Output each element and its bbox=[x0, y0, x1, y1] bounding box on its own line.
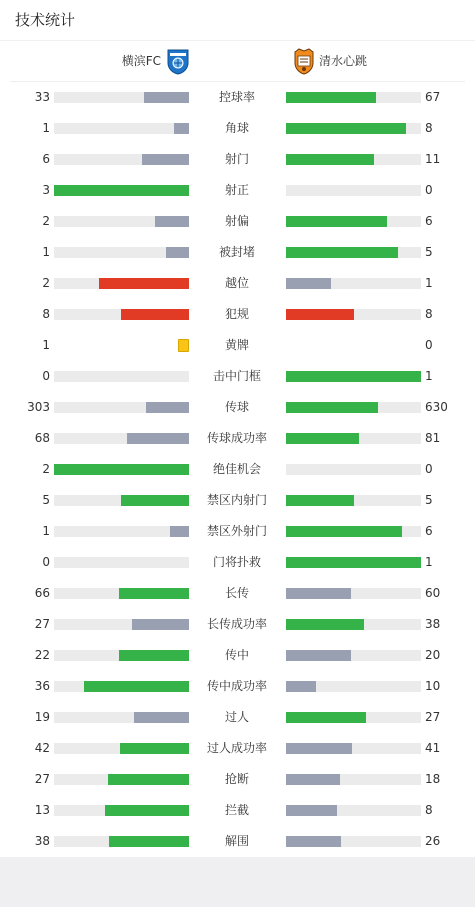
away-stat-value: 6 bbox=[425, 524, 433, 538]
stat-label: 射偏 bbox=[224, 214, 249, 228]
home-stat-value: 13 bbox=[34, 803, 50, 817]
away-stat-bar bbox=[286, 185, 421, 196]
stat-row bbox=[0, 671, 475, 702]
home-stat-value: 303 bbox=[27, 400, 50, 414]
home-stat-bar bbox=[54, 743, 189, 754]
stat-row bbox=[0, 423, 475, 454]
away-stat-bar-fill bbox=[286, 619, 364, 630]
away-stat-value: 20 bbox=[425, 648, 441, 662]
home-stat-value: 6 bbox=[42, 152, 50, 166]
stat-row bbox=[0, 361, 475, 392]
away-stat-bar-fill bbox=[286, 557, 421, 568]
stat-label: 禁区外射门 bbox=[206, 524, 267, 538]
home-stat-bar bbox=[54, 92, 189, 103]
away-stat-value: 6 bbox=[425, 214, 433, 228]
away-team-logo-icon[interactable] bbox=[293, 48, 315, 75]
stat-label: 抢断 bbox=[224, 772, 249, 786]
away-stat-bar bbox=[286, 464, 421, 475]
away-stat-bar-fill bbox=[286, 650, 351, 661]
stat-label: 控球率 bbox=[218, 90, 255, 104]
away-stat-bar-fill bbox=[286, 588, 351, 599]
away-stat-value: 630 bbox=[425, 400, 448, 414]
stat-row bbox=[0, 516, 475, 547]
teams-header bbox=[0, 41, 475, 81]
away-stat-bar bbox=[286, 495, 421, 506]
stat-row bbox=[0, 299, 475, 330]
stat-label: 拦截 bbox=[224, 803, 249, 817]
stat-row bbox=[0, 454, 475, 485]
stat-label: 黄牌 bbox=[224, 338, 249, 352]
stat-label: 被封堵 bbox=[218, 245, 255, 259]
home-stat-value: 36 bbox=[34, 679, 50, 693]
away-stat-bar bbox=[286, 154, 421, 165]
stat-row bbox=[0, 826, 475, 857]
home-stat-value: 5 bbox=[42, 493, 50, 507]
home-stat-bar-fill bbox=[144, 92, 189, 103]
home-stat-bar bbox=[54, 836, 189, 847]
home-stat-value: 2 bbox=[42, 462, 50, 476]
home-stat-bar bbox=[54, 805, 189, 816]
home-stat-value: 2 bbox=[42, 276, 50, 290]
home-stat-bar bbox=[54, 526, 189, 537]
stat-label: 越位 bbox=[224, 276, 249, 290]
home-stat-bar bbox=[54, 495, 189, 506]
stat-label: 角球 bbox=[224, 121, 249, 135]
home-stat-bar-fill bbox=[132, 619, 189, 630]
away-stat-bar bbox=[286, 650, 421, 661]
away-stat-value: 60 bbox=[425, 586, 441, 600]
page-title: 技术统计 bbox=[15, 11, 76, 29]
stat-row bbox=[0, 485, 475, 516]
away-stat-bar-fill bbox=[286, 495, 354, 506]
away-stat-value: 0 bbox=[425, 338, 433, 352]
home-stat-bar-fill bbox=[127, 433, 189, 444]
stat-row bbox=[0, 795, 475, 826]
home-stat-bar-fill bbox=[119, 650, 189, 661]
away-stat-value: 5 bbox=[425, 245, 433, 259]
away-stat-value: 1 bbox=[425, 369, 433, 383]
home-stat-bar-fill bbox=[155, 216, 189, 227]
stat-row bbox=[0, 144, 475, 175]
away-stat-bar bbox=[286, 309, 421, 320]
home-stat-value: 1 bbox=[42, 338, 50, 352]
away-stat-value: 11 bbox=[425, 152, 441, 166]
away-team-name[interactable]: 清水心跳 bbox=[319, 54, 368, 68]
home-stat-bar-fill bbox=[121, 309, 189, 320]
stat-row bbox=[0, 113, 475, 144]
away-stat-value: 67 bbox=[425, 90, 441, 104]
away-stat-value: 5 bbox=[425, 493, 433, 507]
away-stat-bar-fill bbox=[286, 743, 352, 754]
away-stat-bar bbox=[286, 278, 421, 289]
away-stat-bar bbox=[286, 433, 421, 444]
home-stat-value: 33 bbox=[34, 90, 50, 104]
home-stat-value: 3 bbox=[42, 183, 50, 197]
away-stat-bar-fill bbox=[286, 309, 354, 320]
away-stat-value: 81 bbox=[425, 431, 441, 445]
away-stat-bar-fill bbox=[286, 216, 387, 227]
away-stat-value: 8 bbox=[425, 121, 433, 135]
home-stat-value: 66 bbox=[34, 586, 50, 600]
stat-label: 传中成功率 bbox=[206, 679, 267, 693]
away-stat-bar-fill bbox=[286, 774, 340, 785]
stat-row bbox=[0, 330, 475, 361]
stat-row bbox=[0, 609, 475, 640]
stat-label: 过人 bbox=[224, 710, 249, 724]
away-stat-bar bbox=[286, 743, 421, 754]
stat-row bbox=[0, 764, 475, 795]
home-team-logo-icon[interactable] bbox=[167, 48, 189, 75]
home-stat-bar bbox=[54, 247, 189, 258]
away-stat-bar bbox=[286, 216, 421, 227]
stat-row bbox=[0, 82, 475, 113]
home-stat-value: 42 bbox=[34, 741, 50, 755]
stat-label: 禁区内射门 bbox=[206, 493, 267, 507]
home-stat-bar bbox=[54, 154, 189, 165]
away-stat-bar bbox=[286, 836, 421, 847]
away-stat-bar bbox=[286, 247, 421, 258]
away-stat-bar bbox=[286, 371, 421, 382]
away-stat-value: 1 bbox=[425, 276, 433, 290]
away-stat-value: 41 bbox=[425, 741, 441, 755]
away-stat-bar-fill bbox=[286, 247, 398, 258]
stat-label: 门将扑救 bbox=[212, 555, 261, 569]
away-stat-bar bbox=[286, 402, 421, 413]
away-stat-bar-fill bbox=[286, 712, 366, 723]
home-team-name[interactable]: 横滨FC bbox=[121, 54, 161, 68]
away-stat-value: 8 bbox=[425, 803, 433, 817]
home-stat-bar-fill bbox=[119, 588, 189, 599]
home-stat-bar-fill bbox=[109, 836, 189, 847]
away-stat-value: 27 bbox=[425, 710, 441, 724]
home-stat-bar-fill bbox=[166, 247, 189, 258]
stat-row bbox=[0, 268, 475, 299]
home-stat-bar bbox=[54, 433, 189, 444]
home-stat-bar bbox=[54, 712, 189, 723]
away-stat-bar bbox=[286, 588, 421, 599]
home-stat-value: 19 bbox=[34, 710, 50, 724]
away-stat-value: 1 bbox=[425, 555, 433, 569]
home-stat-bar bbox=[54, 123, 189, 134]
home-stat-bar-fill bbox=[99, 278, 189, 289]
stat-row bbox=[0, 392, 475, 423]
home-stat-value: 27 bbox=[34, 772, 50, 786]
home-stat-bar bbox=[54, 185, 189, 196]
home-stat-value: 0 bbox=[42, 369, 50, 383]
home-stat-value: 1 bbox=[42, 524, 50, 538]
home-stat-value: 0 bbox=[42, 555, 50, 569]
home-stat-bar-fill bbox=[121, 495, 189, 506]
away-stat-bar-fill bbox=[286, 805, 337, 816]
home-stat-bar bbox=[54, 402, 189, 413]
away-stat-bar bbox=[286, 681, 421, 692]
away-stat-value: 0 bbox=[425, 462, 433, 476]
away-stat-value: 10 bbox=[425, 679, 441, 693]
stat-label: 传球成功率 bbox=[206, 431, 267, 445]
stat-label: 传中 bbox=[224, 648, 249, 662]
home-stat-value: 68 bbox=[34, 431, 50, 445]
stat-label: 绝佳机会 bbox=[212, 462, 261, 476]
home-stat-value: 22 bbox=[34, 648, 50, 662]
away-stat-bar bbox=[286, 619, 421, 630]
home-stat-bar bbox=[54, 464, 189, 475]
stat-label: 过人成功率 bbox=[206, 741, 267, 755]
stat-row bbox=[0, 702, 475, 733]
away-stat-value: 26 bbox=[425, 834, 441, 848]
away-stat-bar-fill bbox=[286, 92, 376, 103]
away-stat-bar bbox=[286, 123, 421, 134]
stat-label: 犯规 bbox=[224, 307, 249, 321]
home-stat-bar bbox=[54, 774, 189, 785]
home-stat-value: 1 bbox=[42, 245, 50, 259]
home-stat-bar bbox=[54, 278, 189, 289]
stat-row bbox=[0, 237, 475, 268]
stat-label: 传球 bbox=[224, 400, 249, 414]
away-stat-bar-fill bbox=[286, 402, 378, 413]
away-stat-bar-fill bbox=[286, 278, 331, 289]
away-stat-value: 0 bbox=[425, 183, 433, 197]
home-stat-value: 38 bbox=[34, 834, 50, 848]
stat-label: 长传 bbox=[224, 586, 249, 600]
away-stat-bar bbox=[286, 805, 421, 816]
stat-label: 解围 bbox=[224, 834, 249, 848]
away-stat-value: 8 bbox=[425, 307, 433, 321]
away-stat-bar-fill bbox=[286, 433, 359, 444]
home-stat-bar bbox=[54, 557, 189, 568]
home-stat-bar bbox=[54, 650, 189, 661]
stat-row bbox=[0, 175, 475, 206]
home-stat-bar-fill bbox=[134, 712, 189, 723]
home-stat-bar bbox=[54, 309, 189, 320]
home-stat-value: 27 bbox=[34, 617, 50, 631]
away-stat-bar bbox=[286, 92, 421, 103]
away-stat-bar bbox=[286, 526, 421, 537]
away-stat-bar bbox=[286, 774, 421, 785]
home-stat-bar-fill bbox=[54, 185, 189, 196]
home-stat-bar bbox=[54, 681, 189, 692]
home-stat-bar-fill bbox=[84, 681, 189, 692]
away-stat-bar-fill bbox=[286, 371, 421, 382]
away-stat-bar bbox=[286, 712, 421, 723]
home-stat-bar-fill bbox=[120, 743, 189, 754]
away-stat-value: 38 bbox=[425, 617, 441, 631]
away-stat-bar-fill bbox=[286, 526, 402, 537]
stat-label: 射正 bbox=[224, 183, 249, 197]
stat-row bbox=[0, 640, 475, 671]
home-stat-value: 8 bbox=[42, 307, 50, 321]
home-stat-bar-fill bbox=[142, 154, 189, 165]
away-stat-bar-fill bbox=[286, 836, 341, 847]
stat-row bbox=[0, 733, 475, 764]
away-stat-bar-fill bbox=[286, 681, 316, 692]
home-stat-bar-fill bbox=[105, 805, 189, 816]
stat-row bbox=[0, 578, 475, 609]
stat-label: 长传成功率 bbox=[206, 617, 267, 631]
away-stat-bar bbox=[286, 557, 421, 568]
home-stat-bar-fill bbox=[54, 464, 189, 475]
home-stat-bar bbox=[54, 619, 189, 630]
stat-row bbox=[0, 547, 475, 578]
away-stat-bar-fill bbox=[286, 123, 406, 134]
stat-label: 射门 bbox=[224, 152, 249, 166]
away-stat-value: 18 bbox=[425, 772, 441, 786]
away-stat-bar-fill bbox=[286, 154, 374, 165]
home-stat-bar bbox=[54, 216, 189, 227]
home-stat-bar-fill bbox=[108, 774, 189, 785]
home-stat-bar bbox=[54, 371, 189, 382]
home-stat-value: 2 bbox=[42, 214, 50, 228]
stat-label: 击中门框 bbox=[212, 369, 261, 383]
home-stat-value: 1 bbox=[42, 121, 50, 135]
home-stat-bar-fill bbox=[146, 402, 189, 413]
home-stat-bar bbox=[54, 588, 189, 599]
stat-row bbox=[0, 206, 475, 237]
